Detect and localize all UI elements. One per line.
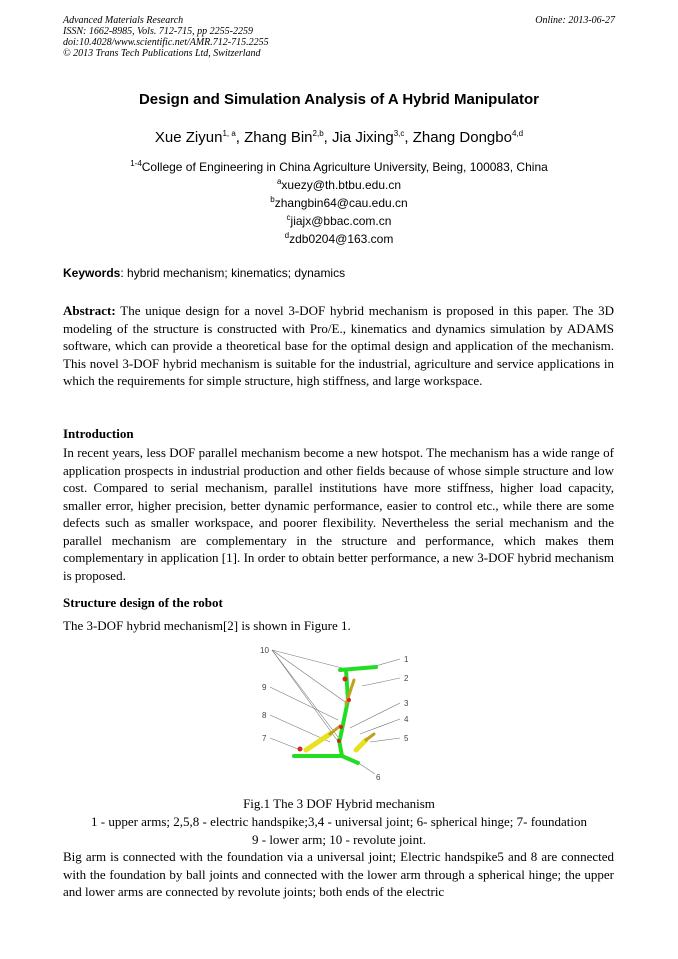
paper-title: Design and Simulation Analysis of A Hybrid Manipulator <box>138 91 540 108</box>
figure-label: 10 <box>260 646 269 655</box>
author-sup: 4,d <box>511 129 524 138</box>
email-address: zdb0204@163.com <box>289 232 394 246</box>
structure-intro: The 3-DOF hybrid mechanism[2] is shown in Figure 1. <box>63 618 351 633</box>
abstract <box>63 302 614 390</box>
structure-heading: Structure design of the robot <box>63 595 223 610</box>
online-date: Online: 2013-06-27 <box>535 15 615 26</box>
figure-label: 6 <box>376 773 381 782</box>
figure-legend-line: 1 - upper arms; 2,5,8 - electric handspike;3,4 - universal joint; 6- spherical hinge; 7- foundation <box>90 814 588 829</box>
figure-label: 2 <box>404 674 409 683</box>
author-name: Xue Ziyun <box>154 129 223 146</box>
copyright-line: © 2013 Trans Tech Publications Ltd, Switzerland <box>63 48 261 59</box>
affiliation <box>0 160 678 174</box>
email-line <box>0 214 678 228</box>
author-name: Jia Jixing <box>332 129 394 146</box>
affiliation-sup: 1-4 <box>130 159 142 168</box>
email-line <box>0 178 678 192</box>
email-address: zhangbin64@cau.edu.cn <box>274 196 408 210</box>
issn-line: ISSN: 1662-8985, Vols. 712-715, pp 2255-2259 <box>63 26 253 37</box>
figure-label: 3 <box>404 699 409 708</box>
email-line <box>0 196 678 210</box>
upper-arm <box>340 667 376 700</box>
figure-label: 8 <box>262 711 267 720</box>
journal-header <box>63 15 269 59</box>
abstract-text: The unique design for a novel 3-DOF hybrid mechanism is proposed in this paper. The 3D modeling of the structure is constructed with Pro/E., kinematics and dynamics simulation by ADAMS software, which can provide a theoretical base for the optimal design and application of the mechanism. This novel 3-DOF hybrid mechanism is suitable for the industrial, agriculture and service applications in which the requirements for simple structure, high stiffness, and large workspace. <box>63 303 614 388</box>
figure-legend-line: 9 - lower arm; 10 - revolute joint. <box>251 832 426 847</box>
hybrid-mechanism-figure <box>250 642 430 792</box>
figure-label: 7 <box>262 734 267 743</box>
author-sup: 3,c <box>393 129 405 138</box>
email-line <box>0 232 678 246</box>
keywords-label: Keywords <box>63 266 121 280</box>
email-address: jiajx@bbac.com.cn <box>290 214 392 228</box>
keywords <box>63 266 345 280</box>
figure-label: 9 <box>262 683 267 692</box>
body-text: Big arm is connected with the foundation via a universal joint; Electric handspike5 and 8 are connected with the foundation by ball joints and connected with the lower arm through a spherical hinge; the upper and lower arms are connected by revolute joints; both ends of the electric <box>63 849 614 899</box>
email-sup: c <box>286 213 291 222</box>
doi-line: doi:10.4028/www.scientific.net/AMR.712-715.2255 <box>63 37 269 48</box>
figure-label: 4 <box>404 715 409 724</box>
email-address: xuezy@th.btbu.edu.cn <box>281 178 402 192</box>
affiliation-text: College of Engineering in China Agriculture University, Being, 100083, China <box>141 160 548 174</box>
author-list: Xue Ziyun$^{1, a}$, Zhang Bin$^{2,b}$, Jia Jixing$^{3,c}$, Zhang Dongbo$^{4,d}$ <box>154 129 524 146</box>
author-sup: 1, a <box>222 129 236 138</box>
email-sup: b <box>270 195 275 204</box>
figure-label: 1 <box>404 655 409 664</box>
lower-arm <box>340 700 348 739</box>
figure-caption: Fig.1 The 3 DOF Hybrid mechanism <box>243 796 435 811</box>
keywords-text: : hybrid mechanism; kinematics; dynamics <box>120 266 346 280</box>
abstract-label: Abstract: <box>63 303 116 318</box>
email-sup: d <box>284 231 290 240</box>
author-name: Zhang Dongbo <box>412 129 512 146</box>
journal-name: Advanced Materials Research <box>63 15 184 26</box>
foundation <box>294 740 358 763</box>
author-name: Zhang Bin <box>244 129 313 146</box>
introduction-heading: Introduction <box>63 426 134 441</box>
email-sup: a <box>276 177 282 186</box>
figure-label: 5 <box>404 734 409 743</box>
author-sup: 2,b <box>312 129 324 138</box>
introduction-text: In recent years, less DOF parallel mechanism become a new hotspot. The mechanism has a wide range of application prospects in industrial production and other fields because of whose simple structure and low cost. Compared to serial mechanism, parallel institutions have more stiffness, higher load capacity, smaller error, higher precision, better dynamic performance, easier to control etc., while there are some defects such as smaller workspace, and poorer flexibility. Nevertheless the serial mechanism and the parallel mechanism are complementary in the structure and performance, which makes them complementary in application [1]. In order to obtain better performance, a new 3-DOF hybrid mechanism is proposed. <box>63 445 614 583</box>
